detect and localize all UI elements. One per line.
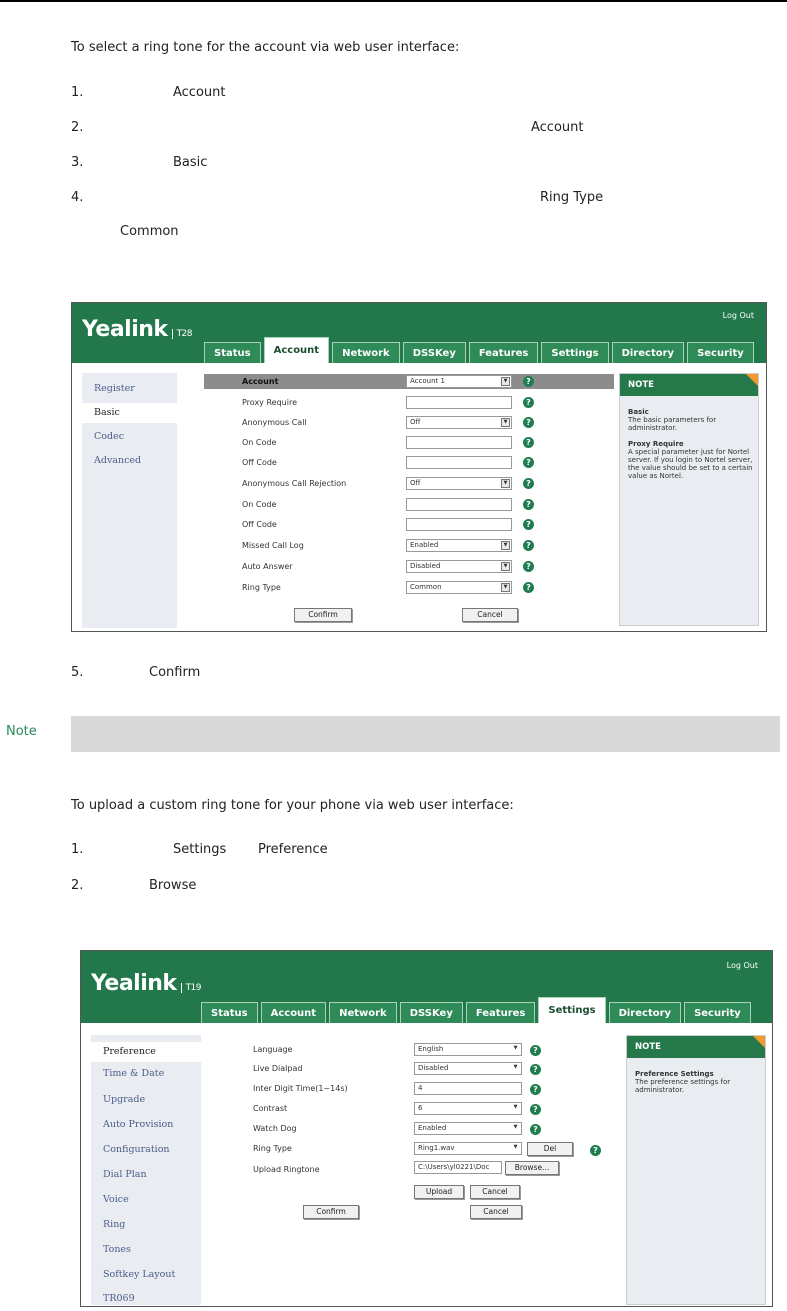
label-account: Account (242, 377, 279, 386)
tab-dsskey[interactable]: DSSKey (403, 342, 466, 363)
step-number: 2. (71, 878, 84, 893)
yealink-logo: Yealink T28 (82, 317, 193, 342)
tab-dsskey[interactable]: DSSKey (400, 1002, 463, 1023)
tab-directory[interactable]: Directory (612, 342, 684, 363)
label-anonymous-call-rejection: Anonymous Call Rejection (242, 479, 347, 488)
ring-type-select[interactable]: Common ▼ (406, 581, 512, 594)
missed-call-log-select[interactable]: Enabled ▼ (406, 539, 512, 552)
web-ui-header (72, 303, 766, 363)
help-icon[interactable]: ? (590, 1145, 601, 1156)
confirm-button[interactable]: Confirm (294, 608, 352, 622)
sidebar-item-auto-provision[interactable]: Auto Provision (103, 1119, 174, 1130)
chevron-down-icon: ▼ (513, 1104, 518, 1110)
sidebar-item-basic[interactable]: Basic (82, 403, 177, 423)
label-contrast: Contrast (253, 1104, 288, 1113)
label-proxy-require: Proxy Require (242, 398, 297, 407)
step1-4-continued: Common (120, 224, 179, 239)
help-icon[interactable]: ? (523, 519, 534, 530)
logout-link[interactable]: Log Out (726, 961, 758, 970)
web-ui-header (81, 951, 772, 1023)
label-on-code: On Code (242, 500, 277, 509)
tab-directory[interactable]: Directory (609, 1002, 681, 1023)
help-icon[interactable]: ? (523, 437, 534, 448)
note-panel (619, 373, 759, 626)
note-proxy: Proxy Require A special parameter just for Nortel server. If you login to Nortel server, the value should be set to a certain value as Nortel. (628, 440, 753, 480)
anonymous-call-select[interactable]: Off ▼ (406, 416, 512, 429)
tab-network[interactable]: Network (332, 342, 400, 363)
tab-status[interactable]: Status (201, 1002, 258, 1023)
label-upload-ringtone: Upload Ringtone (253, 1165, 320, 1174)
cancel-button[interactable]: Cancel (462, 608, 518, 622)
confirm-button[interactable]: Confirm (303, 1205, 359, 1219)
help-icon[interactable]: ? (530, 1104, 541, 1115)
sidebar-item-configuration[interactable]: Configuration (103, 1144, 170, 1155)
inter-digit-time-input[interactable]: 4 (414, 1082, 522, 1095)
watch-dog-select[interactable]: Enabled ▼ (414, 1122, 522, 1135)
chevron-down-icon: ▼ (513, 1144, 518, 1150)
step-keyword: Browse (149, 878, 197, 893)
label-live-dialpad: Live Dialpad (253, 1064, 303, 1073)
cancel-button[interactable]: Cancel (470, 1205, 522, 1219)
browse-button[interactable]: Browse... (505, 1161, 559, 1175)
label-missed-call-log: Missed Call Log (242, 541, 304, 550)
help-icon[interactable]: ? (523, 499, 534, 510)
step1-4 (71, 190, 631, 205)
language-select[interactable]: English ▼ (414, 1043, 522, 1056)
sidebar (82, 373, 177, 628)
note-panel (626, 1035, 766, 1305)
step-number: 1. (71, 85, 84, 100)
chevron-down-icon: ▼ (501, 377, 510, 386)
ring-type-select[interactable]: Ring1.wav ▼ (414, 1142, 522, 1155)
chevron-down-icon: ▼ (513, 1045, 518, 1051)
tab-features[interactable]: Features (466, 1002, 536, 1023)
header-rule (0, 0, 787, 2)
sidebar-item-time-date[interactable]: Time & Date (103, 1068, 165, 1079)
sidebar-item-upgrade[interactable]: Upgrade (103, 1094, 146, 1105)
sidebar-item-preference[interactable]: Preference (91, 1042, 201, 1062)
help-icon[interactable]: ? (530, 1124, 541, 1135)
label-off-code: Off Code (242, 458, 277, 467)
note-box (71, 716, 780, 752)
help-icon[interactable]: ? (523, 540, 534, 551)
nav-tabs (201, 1002, 751, 1023)
step-keyword: Settings (173, 842, 227, 857)
step-keyword: Account (531, 120, 584, 135)
sidebar-item-voice[interactable]: Voice (103, 1194, 129, 1205)
anonymous-rejection-select[interactable]: Off ▼ (406, 477, 512, 490)
step-number: 3. (71, 155, 84, 170)
help-icon[interactable]: ? (523, 582, 534, 593)
step-keyword: Account (173, 85, 226, 100)
step2-1 (71, 842, 471, 857)
sidebar-item-ring[interactable]: Ring (103, 1219, 126, 1230)
sidebar-item-advanced[interactable]: Advanced (94, 455, 142, 466)
section1-heading: To select a ring tone for the account via web user interface: (71, 40, 460, 55)
rejection-off-code-input[interactable] (406, 518, 512, 531)
chevron-down-icon: ▼ (501, 479, 510, 488)
label-inter-digit-time: Inter Digit Time(1~14s) (253, 1084, 348, 1093)
sidebar-item-codec[interactable]: Codec (94, 431, 125, 442)
label-watch-dog: Watch Dog (253, 1124, 297, 1133)
step-number: 4. (71, 190, 84, 205)
help-icon[interactable]: ? (523, 376, 534, 387)
chevron-down-icon: ▼ (501, 541, 510, 550)
label-off-code: Off Code (242, 520, 277, 529)
step-number: 1. (71, 842, 84, 857)
step1-5 (71, 665, 371, 680)
sidebar-item-softkey-layout[interactable]: Softkey Layout (103, 1269, 176, 1280)
step-keyword: Basic (173, 155, 208, 170)
help-icon[interactable]: ? (530, 1045, 541, 1056)
help-icon[interactable]: ? (530, 1064, 541, 1075)
sidebar-item-register[interactable]: Register (94, 383, 135, 394)
tab-account[interactable]: Account (261, 1002, 326, 1023)
rejection-on-code-input[interactable] (406, 498, 512, 511)
step1-1 (71, 85, 471, 100)
note-preference: Preference Settings The preference settings for administrator. (635, 1070, 731, 1094)
auto-answer-select[interactable]: Disabled ▼ (406, 560, 512, 573)
label-on-code: On Code (242, 438, 277, 447)
tab-settings[interactable]: Settings (538, 997, 605, 1023)
tab-settings[interactable]: Settings (541, 342, 608, 363)
step-keyword: Confirm (149, 665, 201, 680)
step-keyword: Ring Type (540, 190, 604, 205)
step-number: 2. (71, 120, 84, 135)
step-number: 5. (71, 665, 84, 680)
tab-network[interactable]: Network (329, 1002, 397, 1023)
step-keyword: Preference (258, 842, 328, 857)
help-icon[interactable]: ? (523, 457, 534, 468)
web-ui-screenshot-account (71, 302, 767, 632)
note-title: NOTE (627, 1036, 765, 1058)
step1-3 (71, 155, 471, 170)
label-auto-answer: Auto Answer (242, 562, 293, 571)
proxy-require-input[interactable] (406, 396, 512, 409)
help-icon[interactable]: ? (523, 561, 534, 572)
nav-tabs (204, 342, 754, 363)
tab-account[interactable]: Account (264, 337, 329, 363)
label-ring-type: Ring Type (253, 1144, 292, 1153)
label-ring-type: Ring Type (242, 583, 281, 592)
tab-status[interactable]: Status (204, 342, 261, 363)
logout-link[interactable]: Log Out (722, 311, 754, 320)
step1-2 (71, 120, 631, 135)
upload-button[interactable]: Upload (414, 1185, 464, 1199)
help-icon[interactable]: ? (523, 397, 534, 408)
sidebar-item-tr069[interactable]: TR069 (103, 1293, 135, 1304)
help-icon[interactable]: ? (523, 478, 534, 489)
account-select[interactable]: Account 1 ▼ (406, 375, 512, 388)
step2-2 (71, 878, 371, 893)
chevron-down-icon: ▼ (513, 1124, 518, 1130)
on-code-input[interactable] (406, 436, 512, 449)
section2-heading: To upload a custom ring tone for your phone via web user interface: (71, 798, 514, 813)
web-ui-screenshot-settings (80, 950, 773, 1307)
sidebar-item-dial-plan[interactable]: Dial Plan (103, 1169, 147, 1180)
yealink-logo: Yealink T19 (91, 971, 202, 996)
chevron-down-icon: ▼ (501, 562, 510, 571)
help-icon[interactable]: ? (530, 1084, 541, 1095)
tab-features[interactable]: Features (469, 342, 539, 363)
delete-ringtone-button[interactable]: Del (527, 1142, 573, 1156)
tab-security[interactable]: Security (684, 1002, 751, 1023)
chevron-down-icon: ▼ (501, 583, 510, 592)
help-icon[interactable]: ? (523, 417, 534, 428)
chevron-down-icon: ▼ (513, 1064, 518, 1070)
note-corner-icon (753, 1036, 765, 1048)
note-title: NOTE (620, 374, 758, 396)
label-anonymous-call: Anonymous Call (242, 418, 307, 427)
note-label: Note (6, 724, 37, 739)
live-dialpad-select[interactable]: Disabled ▼ (414, 1062, 522, 1075)
sidebar-item-tones[interactable]: Tones (103, 1244, 131, 1255)
chevron-down-icon: ▼ (501, 418, 510, 427)
label-language: Language (253, 1045, 293, 1054)
off-code-input[interactable] (406, 456, 512, 469)
tab-security[interactable]: Security (687, 342, 754, 363)
upload-path-input[interactable]: C:\Users\yl0221\Doc (414, 1161, 502, 1174)
note-corner-icon (746, 374, 758, 386)
contrast-select[interactable]: 6 ▼ (414, 1102, 522, 1115)
cancel-upload-button[interactable]: Cancel (470, 1185, 520, 1199)
note-basic: Basic The basic parameters for administrator. (628, 408, 717, 432)
sidebar (91, 1035, 201, 1305)
